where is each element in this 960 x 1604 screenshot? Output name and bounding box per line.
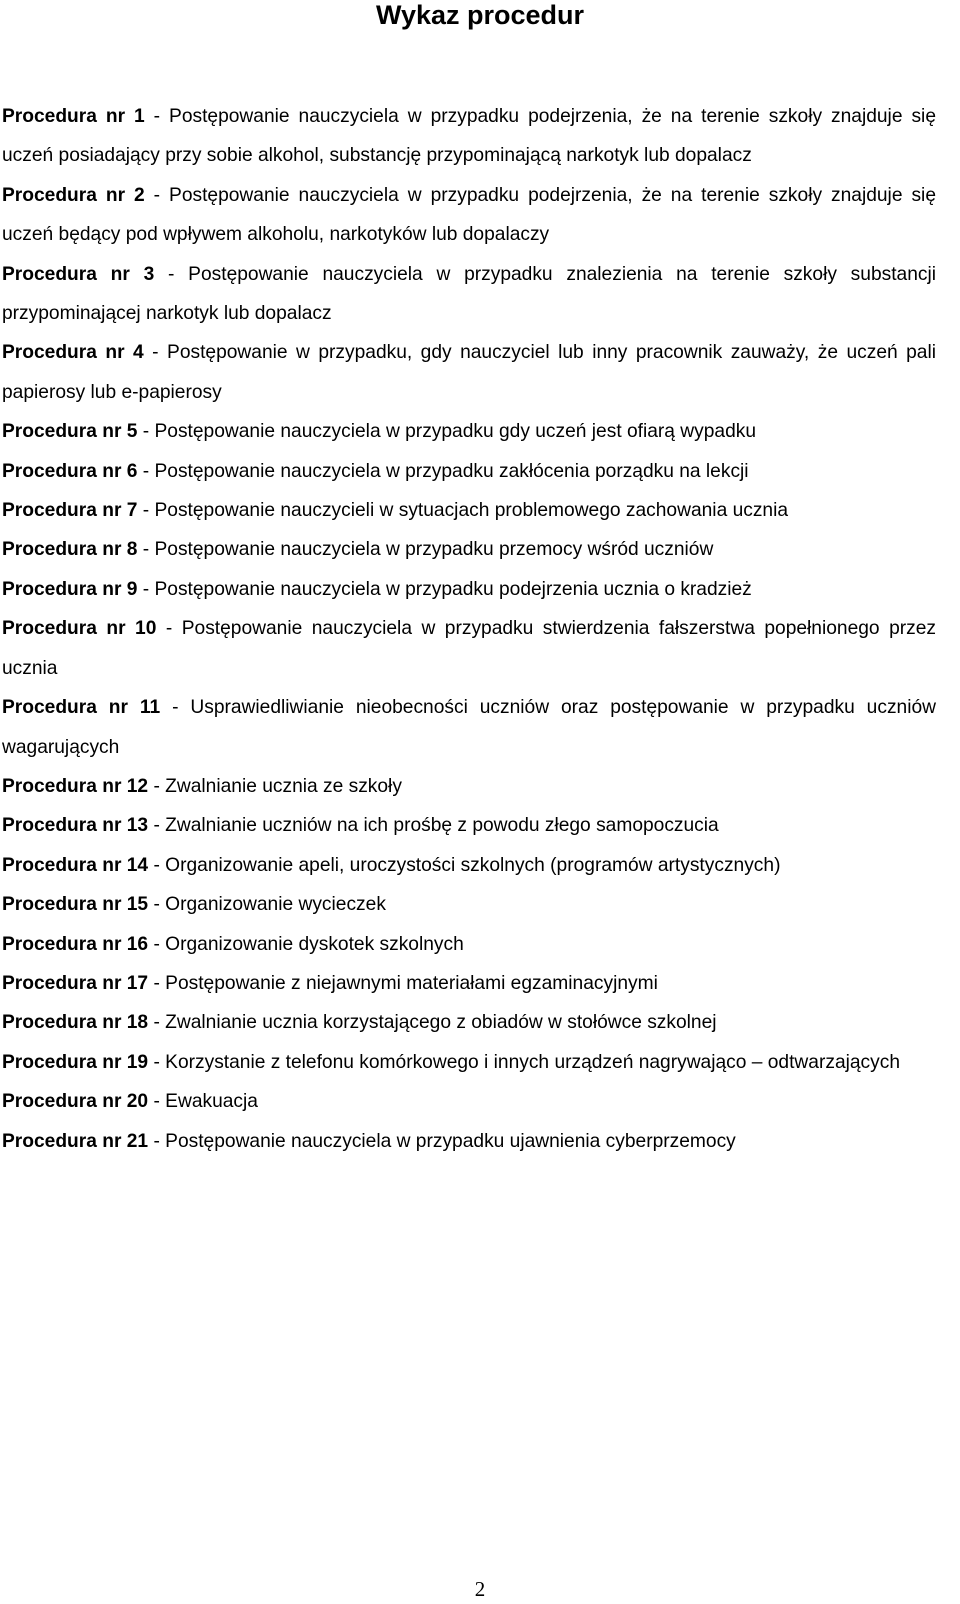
procedure-item-13 [2, 806, 936, 845]
procedure-description: - Postępowanie nauczyciela w przypadku podejrzenia ucznia o kradzież [137, 578, 752, 600]
procedure-item-8 [2, 530, 936, 569]
procedure-description: - Usprawiedliwianie nieobecności uczniów oraz postępowanie w przypadku uczniów wagarujących [2, 697, 937, 758]
procedure-description: - Organizowanie apeli, uroczystości szkolnych (programów artystycznych) [148, 854, 781, 876]
procedure-description: - Zwalnianie uczniów na ich prośbę z powodu złego samopoczucia [148, 815, 719, 837]
procedure-description: - Zwalnianie ucznia korzystającego z obiadów w stołówce szkolnej [148, 1012, 717, 1034]
procedure-label: Procedura nr 12 [2, 775, 149, 797]
procedure-description: - Postępowanie w przypadku, gdy nauczyciel lub inny pracownik zauważy, że uczeń pali papierosy lub e-papierosy [2, 342, 936, 403]
procedure-item-14 [2, 846, 936, 885]
procedure-label: Procedura nr 3 [2, 263, 155, 285]
procedure-item-18 [2, 1003, 936, 1042]
procedure-description: - Postępowanie nauczyciela w przypadku gdy uczeń jest ofiarą wypadku [137, 421, 757, 443]
procedure-description: - Postępowanie nauczyciela w przypadku zakłócenia porządku na lekcji [137, 460, 749, 482]
procedure-label: Procedura nr 15 [2, 894, 149, 916]
procedure-item-19 [2, 1043, 936, 1082]
procedure-label: Procedura nr 16 [2, 933, 149, 955]
procedure-item-21 [2, 1122, 936, 1161]
procedure-description: - Postępowanie nauczyciela w przypadku przemocy wśród uczniów [137, 539, 714, 561]
procedure-label: Procedura nr 14 [2, 854, 149, 876]
procedure-item-17 [2, 964, 936, 1003]
procedure-description: - Postępowanie nauczyciela w przypadku podejrzenia, że na terenie szkoły znajduje się uczeń będący pod wpływem alkoholu, narkotyków lub dopalaczy [2, 184, 936, 246]
procedure-label: Procedura nr 6 [2, 460, 138, 482]
procedure-item-16 [2, 925, 936, 964]
procedure-item-5 [2, 412, 936, 451]
procedure-label: Procedura nr 13 [2, 815, 149, 837]
procedure-description: - Ewakuacja [148, 1091, 258, 1113]
procedure-list [2, 97, 936, 1161]
procedure-label: Procedura nr 9 [2, 578, 138, 600]
procedure-label: Procedura nr 2 [2, 184, 145, 206]
procedure-description: - Postępowanie nauczyciela w przypadku znalezienia na terenie szkoły substancji przypominającej narkotyk lub dopalacz [2, 263, 936, 325]
procedure-label: Procedura nr 4 [2, 342, 144, 364]
procedure-label: Procedura nr 11 [2, 697, 161, 719]
procedure-description: - Zwalnianie ucznia ze szkoły [148, 775, 402, 797]
procedure-item-7 [2, 491, 936, 530]
procedure-description: - Postępowanie nauczycieli w sytuacjach problemowego zachowania ucznia [137, 500, 789, 522]
procedure-item-1 [2, 97, 936, 176]
procedure-item-2 [2, 176, 936, 255]
procedure-item-6 [2, 452, 936, 491]
procedure-description: - Organizowanie dyskotek szkolnych [148, 933, 464, 955]
procedure-label: Procedura nr 19 [2, 1051, 149, 1073]
procedure-item-11 [2, 688, 936, 767]
procedure-label: Procedura nr 18 [2, 1012, 149, 1034]
page-title: Wykaz procedur [375, 0, 585, 30]
procedure-label: Procedura nr 8 [2, 539, 138, 561]
procedure-item-15 [2, 885, 936, 924]
page-number: 2 [474, 1577, 486, 1601]
procedure-label: Procedura nr 20 [2, 1091, 149, 1113]
procedure-label: Procedura nr 5 [2, 421, 138, 443]
procedure-label: Procedura nr 10 [2, 618, 157, 640]
procedure-description: - Postępowanie nauczyciela w przypadku stwierdzenia fałszerstwa popełnionego przez ucznia [2, 618, 936, 679]
procedure-item-20 [2, 1082, 936, 1121]
procedure-label: Procedura nr 1 [2, 106, 145, 127]
procedure-item-3 [2, 255, 936, 334]
procedure-description: - Korzystanie z telefonu komórkowego i innych urządzeń nagrywająco – odtwarzających [148, 1051, 901, 1073]
procedure-label: Procedura nr 17 [2, 972, 149, 994]
procedure-item-4 [2, 333, 936, 412]
procedure-item-9 [2, 570, 936, 609]
procedure-label: Procedura nr 21 [2, 1130, 149, 1152]
procedure-label: Procedura nr 7 [2, 500, 138, 522]
procedure-description: - Organizowanie wycieczek [148, 894, 386, 916]
procedure-description: - Postępowanie nauczyciela w przypadku ujawnienia cyberprzemocy [148, 1130, 736, 1152]
procedure-description: - Postępowanie nauczyciela w przypadku podejrzenia, że na terenie szkoły znajduje się uczeń posiadający przy sobie alkohol, substancję przypominającą narkotyk lub dopalacz [2, 106, 936, 167]
procedure-item-12 [2, 767, 936, 806]
procedure-description: - Postępowanie z niejawnymi materiałami egzaminacyjnymi [148, 972, 658, 994]
procedure-item-10 [2, 609, 936, 688]
